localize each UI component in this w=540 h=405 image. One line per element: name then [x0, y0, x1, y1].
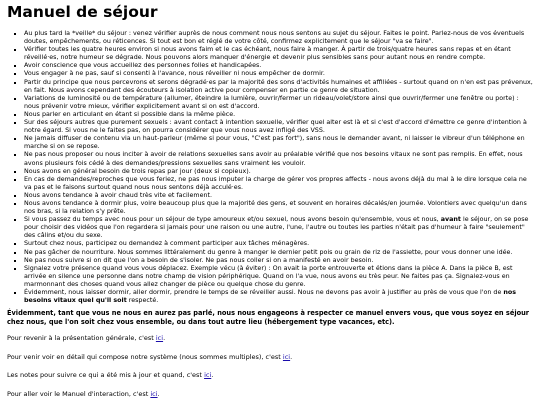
rule-emphasis: nos besoins vitaux quel qu'il soit [24, 289, 517, 305]
rule-item [24, 70, 533, 78]
rule-item [24, 151, 533, 167]
rule-text: Nous avons tendance à avoir chaud très vite et facilement. [24, 191, 213, 199]
nav-link[interactable]: ici [150, 389, 158, 398]
rule-item [24, 200, 533, 216]
rule-item [24, 46, 533, 62]
rule-text: Nous avons tendance à dormir plus, voire beaucoup plus que la majorité des gens, et souvent en horaires décalés/en journée. Volontiers avec quelqu'un dans nos bras, si la relation s'y prête. [24, 199, 527, 216]
rule-item [24, 249, 533, 257]
rule-text: Vous engager à ne pas, sauf si consenti à l'avance, nous réveiller ni nous empêcher de dormir. [24, 70, 325, 78]
rule-text: le séjour, on se pose pour choisir des vidéos que l'on regardera si jamais pour une raison ou une autre, l'une, l'autre ou toutes les parties n'était pas d'humeur à faire "seulement" des câlins et/ou du sexe. [24, 216, 529, 240]
rule-text: Si vous passez du temps avec nous pour un séjour de type amoureux et/ou sexuel, nous avons besoin qu'ensemble, vous et nous, [24, 216, 441, 224]
navigation-links [7, 334, 533, 398]
nav-link[interactable]: ici [155, 334, 164, 342]
rule-text: Évidemment, nous laisser dormir, aller dormir, prendre le temps de se réveiller aussi. Nous ne devons pas avoir à justifier au près de vous que l'on de [24, 289, 504, 296]
nav-paragraph [7, 371, 533, 379]
rule-item [24, 111, 533, 119]
nav-paragraph [7, 334, 533, 342]
rule-item [24, 289, 533, 305]
rule-text: respecté. [126, 297, 159, 305]
rule-item [24, 119, 533, 135]
rule-item [24, 168, 533, 176]
rule-text: Ne jamais diffuser de contenu via un haut-parleur (même si pour vous, "C'est pas fort"), sans nous le demander avant, ni laisser le vibreur d'un téléphone en marche si on se repose. [24, 135, 525, 151]
rule-text: Variations de luminosité ou de température (allumer, éteindre la lumière, ouvrir/fermer un rideau/volet/store ainsi que ouvrir/fermer une fenêtre ou porte) : nous prévenir votre mieux, vérifier explicitement avant si on est d'accord. [24, 94, 519, 110]
rule-text: Partir du principe que nous percevrons et serons dégradé·es par la majorité des sons d'activités humaines et affiliées - surtout quand on n'en est pas prévenux, en fait. Nous avons cependant des écouteurs à isolation active pour compenser en partie ce genre de situation. [24, 78, 533, 94]
rule-text: En cas de demandes/reproches que vous feriez, ne pas nous imputer la charge de gérer vos propres affects - nous avons déjà du mal à le dire lorsque cela ne va pas et le faisons surtout quand nous nous sentons déjà acculé·es. [24, 175, 527, 191]
nav-text: Les notes pour suivre ce qui a été mis à jour et quand, c'est [7, 371, 205, 379]
rule-text: Au plus tard la *veille* du séjour : venez vérifier auprès de nous comment nous nous sentons au sujet du séjour. Faites le point. Parlez-nous de vos éventuels doutes, empêchements, ou réticences. Si tout est bon et réglé de votre côté, confirmez explicitement que le séjour "va se faire". [24, 30, 525, 46]
nav-text: Pour venir voir en détail qui compose notre système (nous sommes multiples), c'est [7, 352, 283, 361]
rule-text: Vérifier toutes les quatre heures environ si nous avons faim et le cas échéant, nous faire à manger. À partir de trois/quatre heures sans repas et en étant réveillé·es, notre humeur se dégrade. Nous pouvons alors manquer d'énergie et devenir plus sensibles sans pour autant nous en rendre compte. [24, 46, 511, 62]
rule-item [24, 176, 533, 192]
rule-text: Ne pas gâcher de nourriture. Nous sommes littéralement du genre à manger le dernier petit pois ou grain de riz de l'assiette, pour vous donner une idée. [24, 248, 513, 256]
nav-paragraph [7, 390, 533, 398]
rule-text: Ne pas nous suivre si on dit que l'on a besoin de s'isoler. Ne pas nous coller si on a manifesté en avoir besoin. [24, 256, 374, 264]
nav-link[interactable]: ici [282, 352, 291, 361]
rule-text: Signalez votre présence quand vous vous déplacez. Exemple vécu (à éviter) : On avait la porte entrouverte et étions dans la pièce A. Dans la pièce B, est arrivée en silence une personne dans notre champ de vision périphérique. Quand on l'a vue, nous avons eu très peur. Ne faites pas ça. Signalez-vous en marmonnant des choses quand vous allez changer de pièce ou quelque chose du genre. [24, 264, 513, 288]
nav-paragraph [7, 353, 533, 361]
rule-text: Ne pas nous proposer ou nous inciter à avoir de relations sexuelles sans avoir au préalable vérifié que nos besoins vitaux ne sont pas remplis. En effet, nous avons plusieurs fois cédé à des demandes/pressions sexuelles sans vraiment les vouloir. [24, 151, 523, 167]
rule-item [24, 216, 533, 240]
rule-item [24, 265, 533, 289]
nav-text: Pour revenir à la présentation générale, c'est [7, 334, 156, 342]
nav-text-end: . [163, 334, 166, 342]
nav-link[interactable]: ici [204, 371, 212, 379]
nav-text-end: . [290, 352, 293, 361]
nav-text-end: . [157, 389, 160, 398]
rule-item [24, 95, 533, 111]
rules-list [7, 30, 533, 305]
rule-emphasis: avant [440, 216, 461, 224]
rule-item [24, 192, 533, 200]
rule-text: Nous parler en articulant en étant si possible dans la même pièce. [24, 110, 236, 118]
rule-text: Avoir conscience que vous accueillez des personnes folles et handicapées. [24, 62, 262, 70]
rule-text: Nous avons en général besoin de trois repas par jour (deux si copieux). [24, 167, 251, 175]
rule-item [24, 135, 533, 151]
rule-text: Surtout chez nous, participez ou demandez à comment participer aux tâches ménagères. [24, 240, 310, 248]
rule-text: Sur des séjours autres que purement sexuels : avant contact à intention sexuelle, vérifier quel alter est là et si c'est d'accord d'émettre ce genre d'intention à notre égard. Si vous ne le faites pas, on pourra considérer que vous nous avez infligé des VSS. [24, 119, 527, 135]
rule-item [24, 257, 533, 265]
commitment-paragraph: Évidemment, tant que vous ne nous en aurez pas parlé, nous nous engageons à respecter ce manuel envers vous, que vous soyez en séjour chez nous, que l'on soit chez vous ensemble, ou dans tout autre lieu (hébergement type vacances, etc). [7, 309, 530, 326]
rule-item [24, 30, 533, 46]
rule-item [24, 240, 533, 248]
rule-item [24, 79, 533, 95]
nav-text-end: . [211, 371, 214, 379]
page-title: Manuel de séjour [7, 3, 158, 21]
nav-text: Pour aller voir le Manuel d'interaction, c'est [7, 389, 151, 398]
